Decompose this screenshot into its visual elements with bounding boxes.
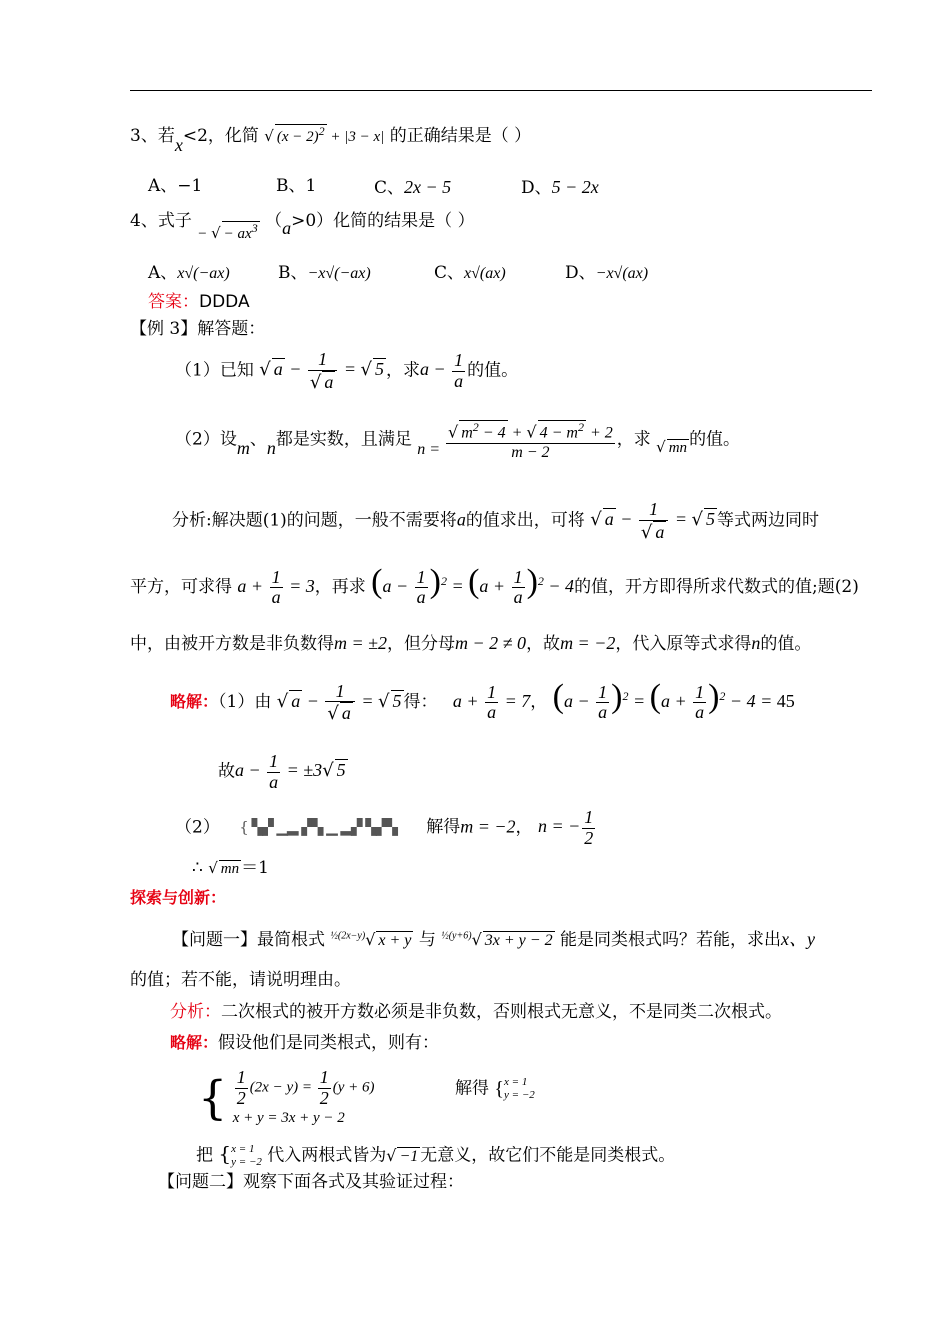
explore-heading: 探索与创新： <box>130 888 227 907</box>
q4-option-c: C、x√(ax) <box>434 263 506 283</box>
q3-option-d: D、5 − 2x <box>521 177 599 198</box>
example-3-part-2: （2）设m、n都是实数，且满足 n = $\frac{√ m^2 - 4 + √ 4 - m^2 + 2}{m - 2}$ ，求 √ mn 的值。 <box>175 420 741 461</box>
equation-system: { $\frac{1}{2}$ (2x − y) = $\frac{1}{2}$ (y + 6) x + y = 3x + y − 2 <box>198 1067 375 1126</box>
brief-therefore: 故a − $\frac{1}{a}$ = ±3√ 5 <box>218 751 346 792</box>
problem-1-line-2: 的值；若不能，请说明理由。 <box>130 970 351 990</box>
problem-1: 【问题一】最简根式 $^{\frac{1}{2}(2x-y)}$√ x + y 与 $^{\frac{1}{2}(y+6)}$√ 3x + y − 2 能是同类根式吗？若能，求出x、y <box>172 929 815 950</box>
problem-2: 【问题二】观察下面各式及其验证过程： <box>158 1172 464 1192</box>
q4-cond: >0）化简的结果是（ ） <box>291 211 475 231</box>
q3-cond: <2，化简 <box>182 126 259 146</box>
analysis-line-1: 分析:解决题(1)的问题，一般不需要将a的值求出，可将 √ a − $\frac{1}{√ a}$ = √ 5 等式两边同时 <box>172 499 819 543</box>
q3-suffix: 的正确结果是（ ） <box>389 126 532 146</box>
answer-value: DDDA <box>199 292 250 312</box>
q4-option-d: D、−x√(ax) <box>565 263 649 283</box>
question-3 <box>130 124 532 155</box>
q4-option-b: B、−x√(−ax) <box>278 263 371 283</box>
problem-1-brief: 略解：假设他们是同类根式，则有： <box>170 1033 440 1053</box>
substitute-line: 把 { x = 1 y = −2 代入两根式皆为√ −1 无意义，故它们不能是同类根式。 <box>196 1141 676 1169</box>
q3-option-a: A、−1 <box>148 176 203 196</box>
brief-solution-2: （2） { ▚▞ ▁▂ ▞▚ ▁ ▂▞ ▚▞▚ 解得m = −2， n = − $\frac{1}{2}$ <box>175 807 594 848</box>
q3-prefix: 3、若 <box>130 126 175 146</box>
answer-label: 答案： <box>148 292 199 312</box>
question-4: 4、式子 − √ − $ax^3$ （a>0）化简的结果是（ ） <box>130 211 475 242</box>
problem-1-analysis: 分析：二次根式的被开方数必须是非负数，否则根式无意义，不是同类二次根式。 <box>170 1002 782 1022</box>
q3-option-c: C、2x − 5 <box>374 177 452 198</box>
blurred-equation-system: { ▚▞ ▁▂ ▞▚ ▁ ▂▞ ▚▞▚ <box>239 818 397 837</box>
q4-prefix: 4、式子 <box>130 211 192 231</box>
q3-expression: √ $(x - 2)^2 + |3 - x|$ <box>264 124 385 145</box>
q3-var: x <box>174 135 183 155</box>
solve-result: 解得 { x = 1 y = −2 <box>455 1076 535 1102</box>
q4-expression: − √ − $ax^3$ <box>197 221 258 242</box>
q4-var: a <box>282 218 292 238</box>
example-3-heading: 【例 3】解答题： <box>130 319 266 339</box>
header-rule <box>130 90 872 91</box>
brief-conclusion: ∴ √ mn ＝1 <box>192 858 269 878</box>
answer-line <box>148 294 250 311</box>
q4-option-a: A、x√(−ax) <box>148 263 230 283</box>
analysis-line-3: 中，由被开方数是非负数得m = ±2，但分母m − 2 ≠ 0，故m = −2，代入原等式求得n的值。 <box>130 633 812 654</box>
brief-solution-1: 略解：（1）由 √ a − $\frac{1}{√ a}$ = √ 5 得： a + $\frac{1}{a}$ = 7， (a − $\frac{1}{a}$ )$^2$ = (a + $\frac{1}{a}$ )$^2$ − 4 = 45 <box>170 678 795 725</box>
q3-option-b: B、1 <box>276 176 317 196</box>
example-3-part-1: （1）已知 √ a − $\frac{1}{√ a}$ = √ 5 ，求a − $\frac{1}{a}$ 的值。 <box>175 349 519 393</box>
analysis-line-2: 平方，可求得 a + $\frac{1}{a}$ = 3，再求 (a − $\frac{1}{a}$ )$^2$ = (a + $\frac{1}{a}$ )$^2$ − 4的值，开方即得所求代数式的值;题(2) <box>130 563 859 608</box>
